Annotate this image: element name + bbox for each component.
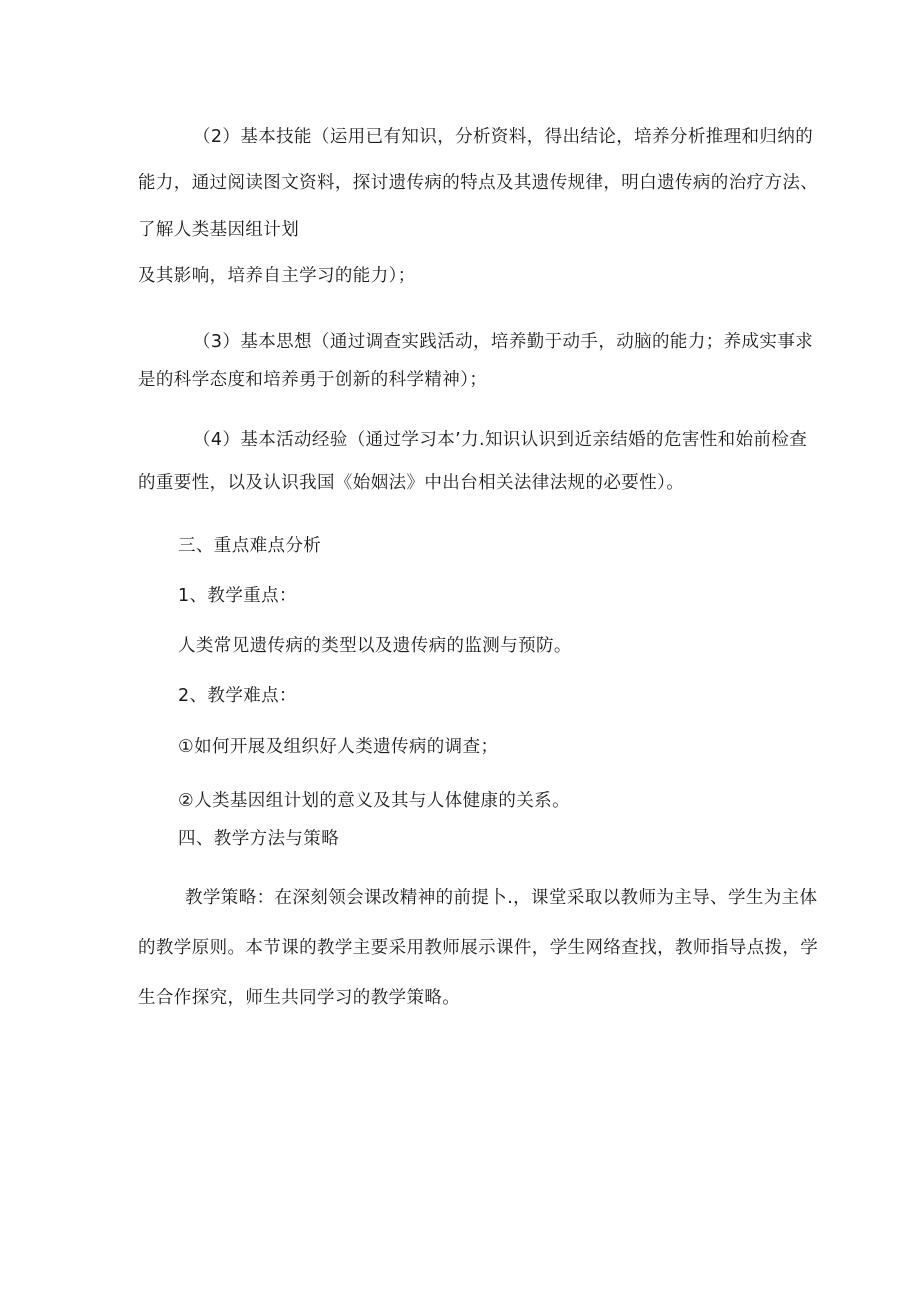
difficulty-item-2: ②人类基因组计划的意义及其与人体健康的关系。	[178, 791, 570, 811]
difficulty-item-1: ①如何开展及组织好人类遗传病的调查；	[178, 737, 499, 757]
heading-3: 三、重点难点分析	[178, 536, 322, 556]
section-4-line-2: 的重要性，以及认识我国《始姻法》中出台相关法律法规的必要性）。	[138, 473, 685, 493]
teaching-focus-text: 人类常见遗传病的类型以及遗传病的监测与预防。	[178, 636, 572, 656]
section-3-line-1: （3）基本思想（通过调查实践活动，培养勤于动手，动脑的能力；养成实事求	[193, 332, 814, 352]
heading-4: 四、教学方法与策略	[178, 829, 340, 849]
strategy-line-2: 的教学原则。本节课的教学主要采用教师展示课件，学生网络查找，教师指导点拨，学	[138, 938, 819, 958]
section-3-line-2: 是的科学态度和培养勇于创新的科学精神）；	[138, 370, 488, 390]
subheading-3-1: 1、教学重点：	[178, 586, 297, 606]
section-4-line-1: （4）基本活动经验（通过学习本’力.知识认识到近亲结婚的危害性和始前检查	[193, 430, 808, 450]
section-2-line-1: （2）基本技能（运用已有知识，分析资料，得出结论，培养分析推理和归纳的	[193, 127, 814, 147]
subheading-3-2: 2、教学难点：	[178, 686, 297, 706]
strategy-line-3: 生合作探究，师生共同学习的教学策略。	[138, 988, 461, 1008]
section-2-line-3: 了解人类基因组计划	[138, 220, 300, 240]
section-2-line-4: 及其影响，培养自主学习的能力）；	[138, 266, 416, 286]
section-2-line-2: 能力，通过阅读图文资料，探讨遗传病的特点及其遗传规律，明白遗传病的治疗方法、	[138, 173, 819, 193]
strategy-line-1: 教学策略：在深刻领会课改精神的前提卜.，课堂采取以教师为主导、学生为主体	[185, 888, 818, 908]
